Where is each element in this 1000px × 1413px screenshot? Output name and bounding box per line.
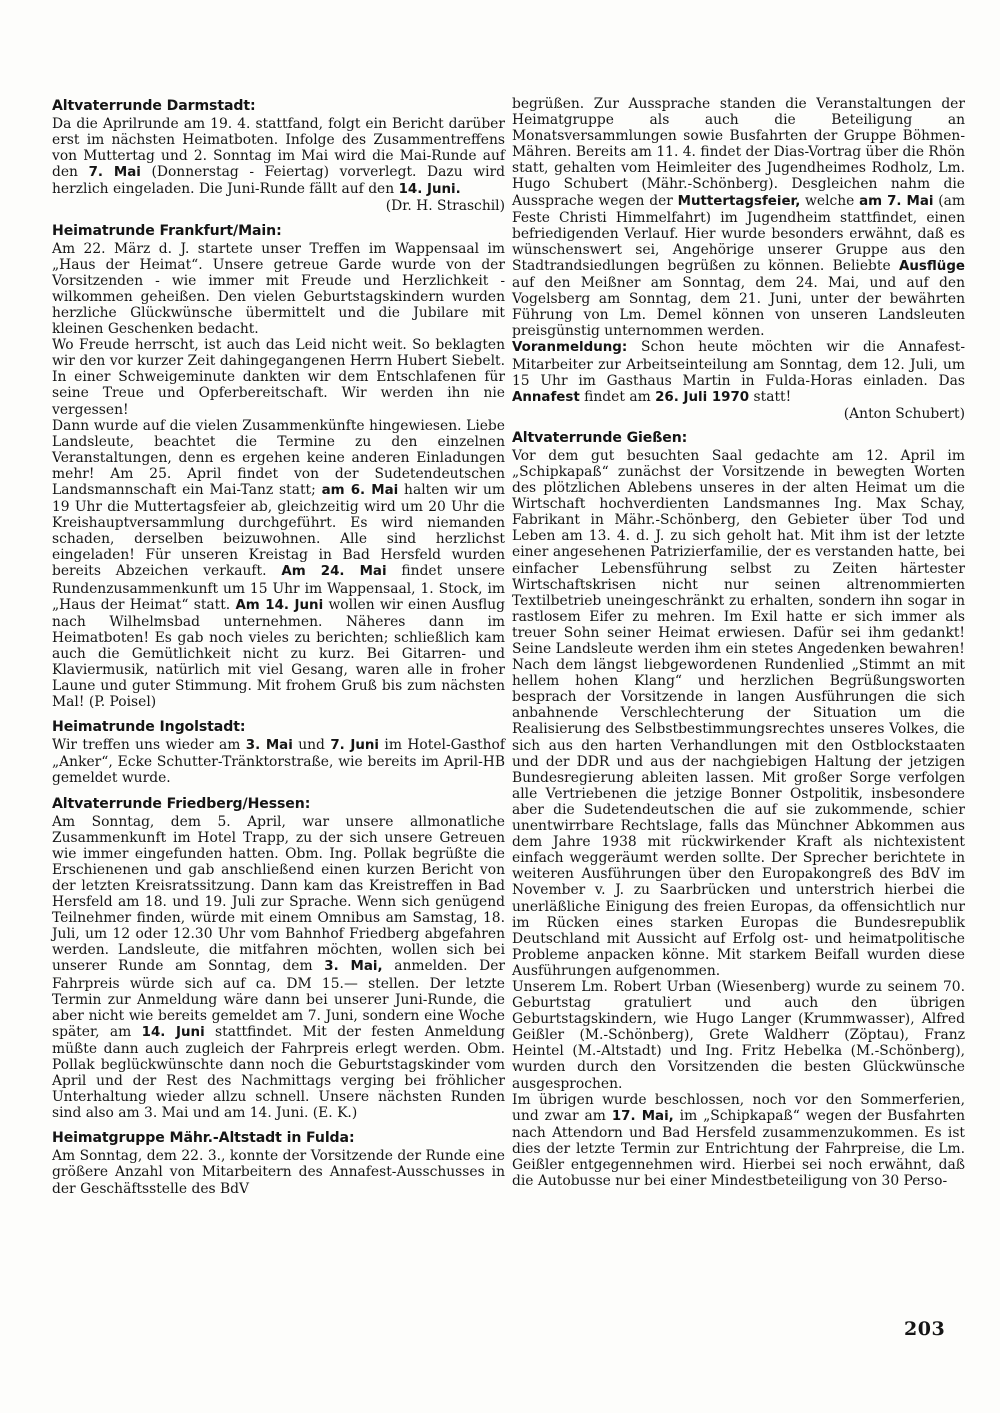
text-run: Am Sonntag, dem 5. April, war unsere allmonatliche Zusammenkunft im Hotel Trapp, zu der sich unsere Getreuen wie immer eingefunden hatten. Obm. Ing. Pollak begrüßte die Erschienenen und gab anschließend einen kurzen Bericht von der letzten Kreisratssitzung. Dann kam das Kreistreffen in Bad Hersfeld am 18. und 19. Juli zur Sprache. Wenn sich genügend Teilnehmer finden, würde mit einem Omnibus am Samstag, 18. Juli, um 12 oder 12.30 Uhr vom Bahnhof Friedberg abgefahren werden. Landsleute, die mitfahren möchten, wollen sich bei unserer Runde am Sonntag, dem [52, 813, 505, 975]
paragraph [512, 448, 965, 657]
bold-text: 3. Mai [245, 738, 293, 754]
article-section [52, 717, 505, 786]
signature: (Anton Schubert) [843, 405, 965, 422]
text-run: auf den Meißner am Sonntag, dem 24. Mai, und auf den Vogelsberg am Sonntag, dem 21. Juni, unter der bewährten Führung von Lm. Demel können von unseren Landsleuten preisgünstig unternommen werden. [512, 275, 965, 340]
paragraph [52, 116, 505, 198]
paragraph [52, 814, 505, 1122]
text-run: Am 22. März d. J. startete unser Treffen im Wappensaal im „Haus der Heimat“. Unsere getreue Garde wurde von der Vorsitzenden - wie immer mit Freude und Herzlichkeit - wilkommen geheißen. Den vielen Geburtstagskindern wurden herzliche Glückwünsche übermittelt und die Jubilare mit kleinen Geschenken bedacht. [52, 240, 505, 338]
text-run: im Hotel-Gasthof „Anker“, Ecke Schutter-Tränktorstraße, wie bereits im April-HB gemeldet wurde. [52, 737, 505, 787]
bold-text: am 6. Mai [321, 482, 399, 498]
section-heading: Heimatgruppe Mähr.-Altstadt in Fulda: [52, 1130, 355, 1147]
text-run: Vor dem gut besuchten Saal gedachte am 12. April im „Schipkapaß“ zunächst der Vorsitzende in bewegten Worten des plötzlichen Ablebens unseres in der alten Heimat um die Wirtschaft hochverdienten Landsmannes Ing. Max Schay, Fabrikant in Mähr.-Schönberg, den Gebieter über Tod und Leben am 13. 4. d. J. zu sich geholt hat. Mit ihm ist der letzte einer angesehenen Patrizierfamilie, der es verstanden hatte, bei einfacher Lebensführung selbst zu Zeiten härtester Wirtschaftskrisen nicht nur seinen altrenommierten Textilbetrieb uneingeschränkt zu erhalten, sondern ihn sogar in rastlosem Eifer zu mehren. Im Exil hatte er sich immer als treuer Sohn seiner Heimat erwiesen. Dafür sei ihm gedankt! Seine Landsleute werden ihm ein stetes Angedenken bewahren! [512, 447, 965, 657]
text-run: im „Schipkapaß“ wegen der Busfahrten nach Attendorn und Bad Hersfeld zusammenzukommen. Es ist dies der letzte Termin zur Entrichtung der Fahrpreise, die Lm. Geißler entgegennehmen wird. Hierbei sei noch erwähnt, daß die Autobusse nur bei einer Mindestbeteiligung von 30 Perso- [512, 1107, 966, 1190]
bold-text: 17. Mai, [611, 1108, 674, 1124]
text-run: Nach dem längst liebgewordenen Rundenlied „Stimmt an mit hellem hohen Klang“ und herzlichen Begrüßungsworten besprach der Vorsitzende in langen Ausführungen die sich anbahnende Verschlechterung der Situation um die Realisierung des Selbstbestimmungsrechtes unseres Volkes, die sich aus den harten Verhandlungen mit den Ostblockstaaten und der DDR und aus der nachgiebigen Haltung der jetzigen Bundesregierung ableiten lassen. Mit großer Sorge verfolgen alle Vertriebenen die jetzige Bonner Ostpolitik, insbesondere aber die Sudetendeutschen die auf sie zukommende, schier unentwirrbare Rechtslage, falls das Münchner Abkommen aus dem Jahre 1938 mit rückwirkender Kraft als nichtexistent einfach weggeräumt werden sollte. Der Sprecher berichtete in weiteren Ausführungen über den Europakongreß des BdV im November v. J. zu Saarbrücken und unterstrich hierbei die unerläßliche Einigung des freien Europas, da offensichtlich nur im Rücken eines starken Europas die Bundesrepublik Deutschland mit Aussicht auf Erfolg ost- und heimatpolitische Probleme anpacken könne. Mit starkem Beifall wurden diese Ausführungen aufgenommen. [512, 657, 965, 979]
text-run: halten wir um 19 Uhr die Muttertagsfeier ab, gleichzeitig wird um 20 Uhr die Kreishauptversammlung durchgeführt. Es wird niemanden schaden, derselben beizuwohnen. Alle sind herzlichst eingeladen! Für unseren Kreistag in Bad Hersfeld wurden bereits Abzeichen verkauft. [52, 481, 505, 580]
paragraph [52, 1148, 505, 1196]
left-column [52, 96, 505, 1204]
article-section [512, 96, 965, 422]
paragraph [512, 979, 965, 1092]
text-run: Unserem Lm. Robert Urban (Wiesenberg) wurde zu seinem 70. Geburtstag gratuliert und auch den übrigen Geburtstagskindern, wie Hugo Langer (Krummwasser), Alfred Geißler (M.-Schönberg), Grete Waldherr (Zöptau), Franz Heintel (M.-Altstadt) und Ing. Fritz Hebelka (M.-Schönberg), wurden durch den Vorsitzenden die besten Glückwünsche ausgesprochen. [512, 978, 965, 1092]
text-run: welche [800, 192, 860, 209]
bold-text: 3. Mai, [324, 959, 383, 975]
bold-text: 26. Juli 1970 [655, 389, 750, 405]
bold-text: Am 14. Juni [235, 597, 324, 613]
bold-text: 14. Juni [141, 1024, 205, 1040]
text-run: findet unsere Rundenzusammenkunft um 15 Uhr im Wappensaal, 1. Stock, im „Haus der Heimat“ statt. [52, 563, 505, 613]
bold-text: Voranmeldung: [512, 340, 628, 356]
text-run: statt! [749, 388, 792, 405]
text-run: Wir treffen uns wieder am [52, 737, 246, 754]
paragraph [512, 1092, 965, 1190]
bold-text: 7. Mai [88, 165, 141, 181]
bold-text: am 7. Mai [859, 193, 934, 209]
paragraph [512, 339, 965, 405]
section-heading: Heimatrunde Frankfurt/Main: [52, 222, 282, 239]
text-run: stattfindet. Mit der festen Anmeldung müßte dann auch zugleich der Fahrpreis erlegt werden. Obm. Pollak beglückwünschte dann noch die Geburtstagskinder vom April und der Rest des Nachmittags verging bei fröhlicher Unterhaltung wieder allzu schnell. Unsere nächsten Runden sind also am 3. Mai und am 14. Juni. (E. K.) [52, 1023, 505, 1122]
paragraph [52, 418, 505, 711]
text-run: anmelden. Der Fahrpreis würde sich auf ca. DM 15.— stellen. Der letzte Termin zur Anmeldung wäre dann bei unserer Juni-Runde, die aber nicht wie bereits gemeldet am 7. Juni, sondern eine Woche später, am [52, 958, 506, 1040]
paragraph [52, 737, 505, 786]
section-heading: Altvaterrunde Darmstadt: [52, 98, 256, 114]
text-run: Am Sonntag, dem 22. 3., konnte der Vorsitzende der Runde eine größere Anzahl von Mitarbeitern des Annafest-Ausschusses in der Geschäftsstelle des BdV [52, 1148, 505, 1197]
article-section [52, 221, 505, 711]
text-run: und [292, 737, 331, 754]
section-heading: Heimatrunde Ingolstadt: [52, 719, 246, 736]
section-heading: Altvaterrunde Gießen: [512, 429, 688, 446]
paragraph [512, 657, 965, 979]
signature: (Dr. H. Straschil) [385, 198, 505, 215]
section-heading: Altvaterrunde Friedberg/Hessen: [52, 795, 311, 812]
paragraph [52, 241, 505, 338]
article-section [52, 1128, 505, 1196]
text-run: begrüßen. Zur Aussprache standen die Veranstaltungen der Heimatgruppe als auch die Beteiligung an Monatsversammlungen sowie Busfahrten der Gruppe Böhmen-Mähren. Bereits am 11. 4. findet der Dias-Vortrag über die Rhön statt, gehalten vom Heimleiter des Jugendheimes Rodholz, Lm. Hugo Schubert (Mähr.-Schönberg). Desgleichen nahm die Aussprache wegen der [512, 96, 965, 209]
page-number: 203 [904, 1318, 946, 1340]
paragraph [512, 96, 965, 339]
bold-text: Muttertagsfeier, [677, 193, 801, 209]
bold-text: Annafest [512, 389, 580, 405]
bold-text: Ausflüge [899, 258, 965, 274]
text-run: (Donnerstag - Feiertag) vorverlegt. Dazu wird herzlich eingeladen. Die Juni-Runde fällt auf den [52, 164, 505, 198]
bold-text: 14. Juni. [398, 182, 461, 198]
right-column [512, 96, 965, 1196]
article-section [512, 428, 965, 1189]
text-run: wollen wir einen Ausflug nach Wilhelmsbad unternehmen. Näheres dann im Heimatboten! Es gab noch vieles zu berichten; schließlich kam auch die Gemütlichkeit nicht zu kurz. Bei Gitarren- und Klaviermusik, natürlich mit viel Gesang, waren alle in froher Laune und guter Stimmung. Mit frohem Gruß bis zum nächsten Mal! (P. Poisel) [52, 596, 505, 711]
text-run: Dann wurde auf die vielen Zusammenkünfte hingewiesen. Liebe Landsleute, beachtet die Termine zu den einzelnen Veranstaltungen, denn es ergehen keine anderen Einladungen mehr! Am 25. April findet von der Sudetendeutschen Landsmannschaft ein Mai-Tanz statt; [52, 417, 505, 498]
article-section [52, 794, 505, 1122]
text-run: (am Feste Christi Himmelfahrt) im Jugendheim stattfindet, einen befriedigenden Verlauf. Hier wurde besonders erwähnt, daß es wünschenswert sei, Angehörige unserer Gruppe aus den Stadtrandsiedlungen begrüßen zu können. Beliebte [512, 192, 965, 274]
paragraph [52, 337, 505, 417]
text-run: Im übrigen wurde beschlossen, noch vor den Sommerferien, und zwar am [512, 1091, 965, 1124]
text-run: Wo Freude herrscht, ist auch das Leid nicht weit. So beklagten wir den vor kurzer Zeit dahingegangenen Herrn Hubert Siebelt. In einer Schweigeminute dankten wir dem Entschlafenen für seine Treue und Opferbereitschaft. Wir werden ihn nie vergessen! [52, 337, 505, 418]
text-run: findet am [579, 388, 656, 405]
article-section [52, 96, 505, 215]
bold-text: Am 24. Mai [281, 564, 387, 580]
bold-text: 7. Juni [330, 738, 380, 754]
text-run: Schon heute möchten wir die Annafest-Mitarbeiter zur Arbeitseinteilung am Sonntag, dem 12. Juli, um 15 Uhr im Gasthaus Martin in Fulda-Horas einladen. Das [512, 339, 965, 389]
text-run: Da die Aprilrunde am 19. 4. stattfand, folgt ein Bericht darüber erst im nächsten Heimatboten. Infolge des Zusammentreffens von Muttertag und 2. Sonntag im Mai wird die Mai-Runde auf den [52, 116, 505, 181]
